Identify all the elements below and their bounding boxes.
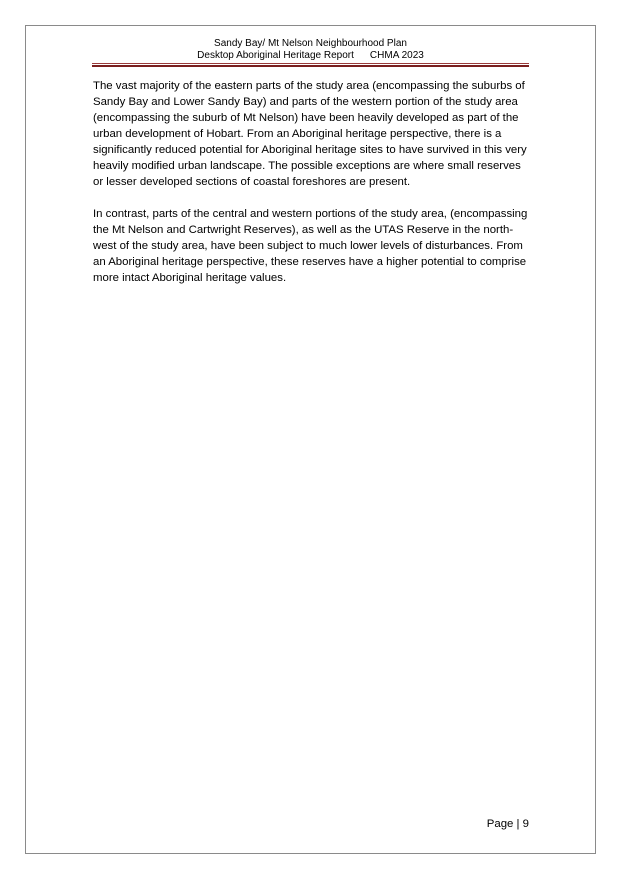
- header-author-year: CHMA 2023: [369, 50, 424, 61]
- page-header: [92, 38, 529, 62]
- header-divider-thick: [92, 65, 529, 67]
- header-plan-title: Sandy Bay/ Mt Nelson Neighbourhood Plan: [214, 38, 407, 49]
- body-paragraph: In contrast, parts of the central and western portions of the study area, (encompassing the Mt Nelson and Cartwright Reserves), as well as the UTAS Reserve in the north-west of the study area, have been subject to much lower levels of disturbances. From an Aboriginal heritage perspective, these reserves have a higher potential to comprise more intact Aboriginal heritage values.: [93, 208, 528, 284]
- header-divider-thin: [92, 63, 529, 64]
- page-number: Page | 9: [486, 818, 529, 830]
- document-body: [93, 78, 529, 302]
- body-paragraph: The vast majority of the eastern parts of the study area (encompassing the suburbs of Sandy Bay and Lower Sandy Bay) and parts of the western portion of the study area (encompassing the suburb of Mt Nelson) have been heavily developed as part of the urban development of Hobart. From an Aboriginal heritage perspective, there is a significantly reduced potential for Aboriginal heritage sites to have survived in this very heavily modified urban landscape. The possible exceptions are where small reserves or lesser developed sections of coastal foreshores are present.: [93, 80, 527, 188]
- header-report-line: [92, 50, 529, 62]
- header-report-title: Desktop Aboriginal Heritage Report: [197, 50, 354, 61]
